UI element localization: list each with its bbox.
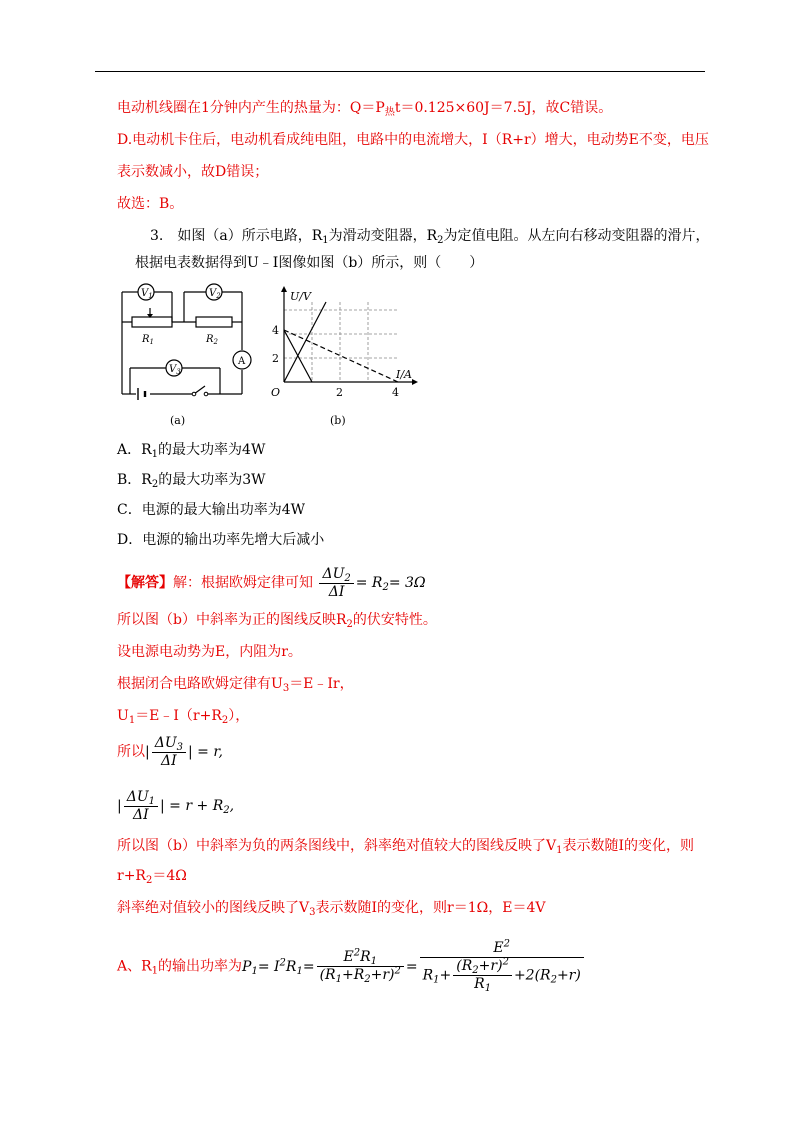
option-b: B．$R_2$的最大功率为3W	[117, 472, 266, 490]
answer-line8: 所以图（b）中斜率为负的两条图线中，斜率绝对值较大的图线反映了$V_1$表示数随I的变化，则	[117, 838, 694, 856]
x-tick-4: 4	[392, 386, 399, 399]
answer-line7: | $\frac{\Delta U_1}{\Delta I}$ | = $r + R_2$,	[117, 788, 235, 823]
answer-line4: 根据闭合电路欧姆定律有$U_3=E﹣Ir$，	[117, 676, 354, 694]
header-rule	[95, 71, 705, 72]
figure-a-label: (a)	[170, 414, 186, 427]
answer-line5: $U_1=E﹣I(r+R_2)$，	[117, 708, 250, 726]
answer-line11: A、$R_1$的输出功率为$P_1= I^2R_1=$ $\frac{E^2R_1}{(R_1+R_2+r)^2}$ = $E^2$ $R_1+$ $\frac{(R_2+r)^2}{R_1}$ $+2(R_2+r)$	[117, 940, 586, 993]
figure-b-label: (b)	[330, 414, 346, 427]
question-3: 3. 如图（a）所示电路，$R_1$为滑动变阻器，$R_2$为定值电阻。从左向右移动变阻器的滑片，	[150, 228, 710, 246]
x-axis-label: I/A	[396, 368, 412, 381]
answer-line2: 所以图（b）中斜率为正的图线反映$R_2$的伏安特性。	[117, 612, 437, 630]
line-v3	[284, 330, 398, 382]
line-choice: 故选：B。	[117, 196, 184, 212]
v2-label: $V_2$	[209, 288, 221, 300]
x-tick-2: 2	[336, 386, 343, 399]
option-d: D．电源的输出功率先增大后减小	[117, 532, 325, 548]
answer-line6: 所以| $\frac{\Delta U_3}{\Delta I}$ | = r,	[117, 734, 223, 769]
r2-label: $R_2$	[206, 334, 218, 346]
answer-line3: 设电源电动势为E，内阻为r。	[117, 644, 302, 660]
option-a: A．$R_1$的最大功率为4W	[117, 442, 266, 460]
y-tick-4: 4	[272, 324, 279, 337]
v1-label: $V_1$	[141, 288, 153, 300]
line-heat: 电动机线圈在1分钟内产生的热量为：$Q=P_热t=0.125\times 60J=7.5J$，故C错误。	[117, 100, 613, 118]
answer-line10: 斜率绝对值较小的图线反映了$V_3$表示数随I的变化，则r＝1Ω，E＝4V	[117, 900, 546, 918]
answer-intro: 【解答】解：根据欧姆定律可知 $\frac{\Delta U_2}{\Delta I}$ = $R_2= 3\Omega$	[117, 565, 426, 600]
line-option-d: D.电动机卡住后，电动机看成纯电阻，电路中的电流增大，I（R+r）增大，电动势E不变，电压	[117, 132, 709, 148]
y-tick-2: 2	[272, 352, 279, 365]
r1-label: $R_1$	[142, 334, 154, 346]
ui-graph-figure-b	[268, 282, 428, 430]
origin-label: O	[271, 386, 281, 399]
v3-label: $V_3$	[169, 364, 181, 376]
line-voltage: 表示数减小，故D错误；	[117, 164, 269, 180]
ammeter-label: A	[238, 356, 246, 367]
answer-line9: $r+R_2=4\Omega$	[117, 868, 187, 886]
y-axis-label: U/V	[290, 290, 311, 303]
question-3-line2: 根据电表数据得到U﹣I图像如图（b）所示，则（ ）	[135, 255, 484, 271]
circuit-figure-a	[110, 282, 270, 430]
option-c: C．电源的最大输出功率为4W	[117, 502, 306, 518]
